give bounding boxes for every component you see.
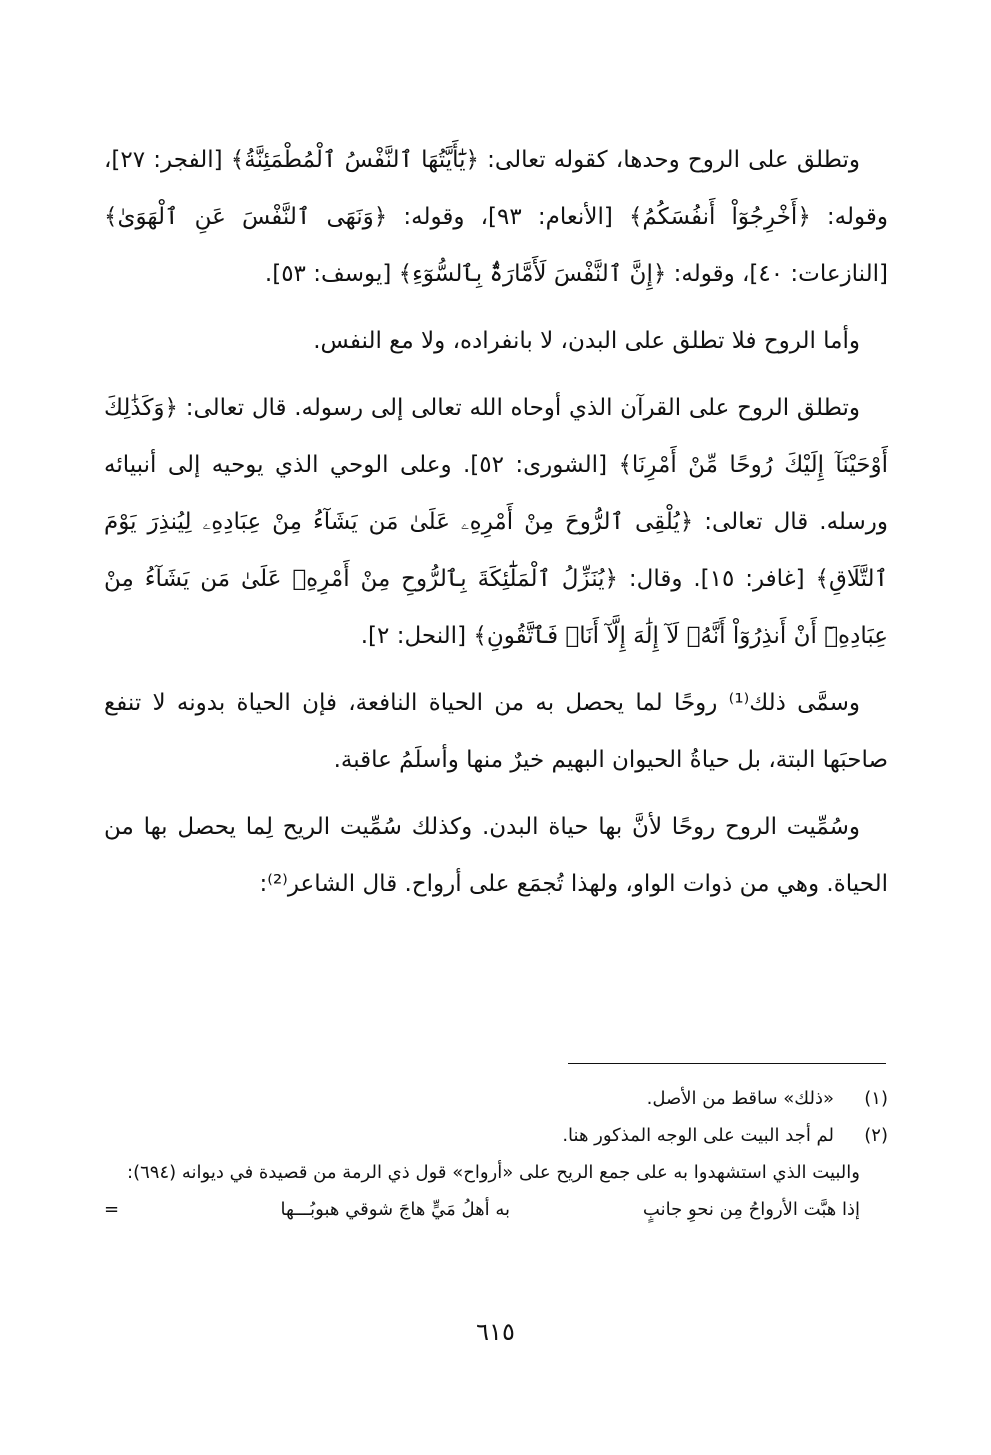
continuation-mark: = xyxy=(104,1199,120,1220)
poetry-verse xyxy=(104,1191,888,1228)
paragraph-ruh-wind: وسُمِّيت الروح روحًا لأنَّ بها حياة البدن. وكذلك سُمِّيت الريح لِما يحصل بها من الحياة. وهي من ذوات الواو، ولهذا تُجمَع على أرواح. قال الشاعر⁽²⁾: xyxy=(104,814,888,897)
page-number: ٦١٥ xyxy=(476,1318,515,1346)
main-text xyxy=(104,132,888,923)
paragraph-ruh-quran: وتطلق الروح على القرآن الذي أوحاه الله تعالى إلى رسوله. قال تعالى: ﴿وَكَذَٰلِكَ أَوْحَيْنَآ إِلَيْكَ رُوحًا مِّنْ أَمْرِنَا﴾ [الشورى: ٥٢]. وعلى الوحي الذي يوحيه إلى أنبيائه ورسله. قال تعالى: ﴿يُلْقِى ٱلرُّوحَ مِنْ أَمْرِهِۦ عَلَىٰ مَن يَشَآءُ مِنْ عِبَادِهِۦ لِيُنذِرَ يَوْمَ ٱلتَّلَاقِ﴾ [غافر: ١٥]. وقال: ﴿يُنَزِّلُ ٱلْمَلَٰٓئِكَةَ بِٱلرُّوحِ مِنْ أَمْرِهِۦ عَلَىٰ مَن يَشَآءُ مِنْ عِبَادِهِۦٓ أَنْ أَنذِرُوٓاْ أَنَّهُۥ لَآ إِلَٰهَ إِلَّآ أَنَا۠ فَٱتَّقُونِ﴾ [النحل: ٢]. xyxy=(104,395,888,649)
footnote-2 xyxy=(104,1117,888,1154)
footnote-2-continuation: والبيت الذي استشهدوا به على جمع الريح على «أرواح» قول ذي الرمة من قصيدة في ديوانه (٦٩٤): xyxy=(127,1162,860,1183)
footnote-text: «ذلك» ساقط من الأصل. xyxy=(646,1088,834,1109)
verse-first-hemistich: إذا هبَّت الأرواحُ مِن نحوِ جانبٍ xyxy=(642,1199,860,1220)
footnote-number: (١) xyxy=(864,1088,888,1109)
footnote-separator xyxy=(568,1063,886,1064)
footnotes xyxy=(104,1080,888,1228)
paragraph-soul-meaning: وتطلق على الروح وحدها، كقوله تعالى: ﴿يَٰٓأَيَّتُهَا ٱلنَّفْسُ ٱلْمُطْمَئِنَّةُ﴾ [الفجر: ٢٧]، وقوله: ﴿أَخْرِجُوٓاْ أَنفُسَكُمُ﴾ [الأنعام: ٩٣]، وقوله: ﴿وَنَهَى ٱلنَّفْسَ عَنِ ٱلْهَوَىٰ﴾ [النازعات: ٤٠]، وقوله: ﴿إِنَّ ٱلنَّفْسَ لَأَمَّارَةٌۢ بِٱلسُّوٓءِ﴾ [يوسف: ٥٣]. xyxy=(104,147,888,287)
paragraph-named-ruh: وسمَّى ذلك⁽¹⁾ روحًا لما يحصل به من الحياة النافعة، فإن الحياة بدونه لا تنفع صاحبَها البتة، بل حياةُ الحيوان البهيم خيرٌ منها وأسلَمُ عاقبة. xyxy=(104,690,888,773)
footnote-number: (٢) xyxy=(864,1125,888,1146)
footnote-text: لم أجد البيت على الوجه المذكور هنا. xyxy=(562,1125,834,1146)
footnote-1 xyxy=(104,1080,888,1117)
paragraph-ruh-not-body: وأما الروح فلا تطلق على البدن، لا بانفراده، ولا مع النفس. xyxy=(313,328,860,354)
verse-second-hemistich: به أهلُ مَيٍّ هاجَ شوقي هبوبُـــها xyxy=(280,1199,510,1220)
